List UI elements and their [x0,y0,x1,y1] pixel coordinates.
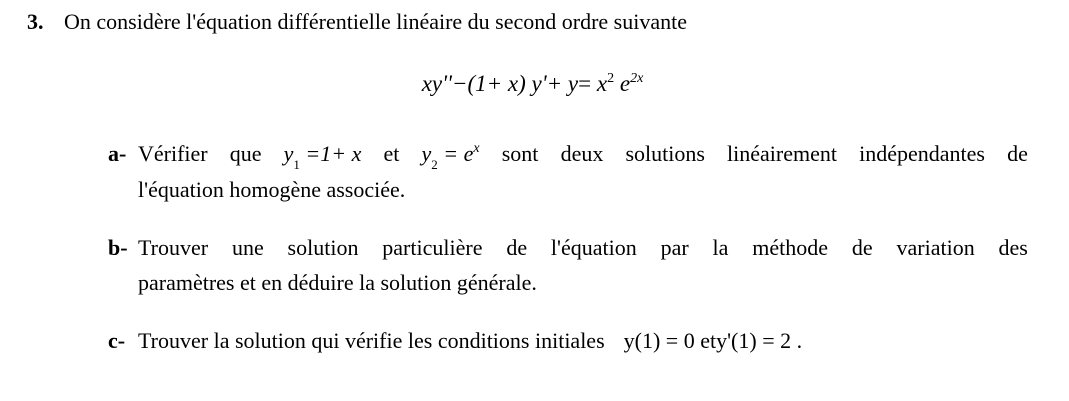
item-b-word: l'équation [550,235,637,260]
item-b-marker: b- [108,235,128,260]
initial-condition-2: y'(1) = 2 [716,328,792,353]
item-a-line-2: l'équation homogène associée. [138,177,406,202]
item-a-marker: a- [108,141,127,166]
y1-variable: y [283,141,294,166]
equation-rhs-exp-e: 2x [630,71,644,86]
question-header [27,9,687,35]
y1-definition [283,141,362,172]
initial-condition-join: et [700,328,717,353]
item-c-line-1 [138,328,802,354]
item-c-marker: c- [108,328,126,353]
item-a-word: et [383,141,400,166]
item-b-line-1 [138,235,1028,261]
y2-definition [421,141,480,172]
item-b-line-2: paramètres et en déduire la solution générale. [138,270,537,295]
item-b-word: Trouver [138,235,209,260]
item-a-word: indépendantes [859,141,985,166]
y1-subscript: 1 [293,157,300,172]
initial-condition-1: y(1) = 0 [623,328,695,353]
item-b-word: de [851,235,873,260]
item-b-word: variation [896,235,975,260]
y2-subscript: 2 [431,157,438,172]
item-b-word: une [231,235,264,260]
item-b-word: méthode [752,235,829,260]
item-b-word: particulière [382,235,483,260]
y2-expression: = e [443,141,474,166]
item-a-word: deux [560,141,604,166]
item-b-word: la [712,235,729,260]
item-a-word: que [229,141,262,166]
equation-equals: = [578,71,592,96]
item-b-word: des [998,235,1028,260]
equation-lhs: xy''−(1+ x) y'+ y [421,71,579,96]
item-a-word: de [1007,141,1028,166]
equation-rhs-e: e [619,71,631,96]
equation-rhs-x: x [596,71,608,96]
y1-expression: =1+ x [305,141,362,166]
item-a-word: solutions [625,141,705,166]
equation-rhs-exp-x: 2 [607,71,615,86]
y2-exponent: x [473,141,480,156]
differential-equation [0,71,1069,97]
item-a-word: Vérifier [138,141,208,166]
item-a-word: sont [501,141,539,166]
item-c-text: Trouver la solution qui vérifie les conditions initiales [138,328,605,353]
question-intro: On considère l'équation différentielle linéaire du second ordre suivante [64,9,687,34]
question-number: 3. [27,9,44,34]
item-b-word: par [660,235,689,260]
item-a-word: linéairement [727,141,837,166]
y2-variable: y [421,141,432,166]
item-c-end: . [796,328,803,353]
item-a-line-1 [138,141,1028,172]
item-b-word: solution [287,235,359,260]
item-b-word: de [506,235,528,260]
